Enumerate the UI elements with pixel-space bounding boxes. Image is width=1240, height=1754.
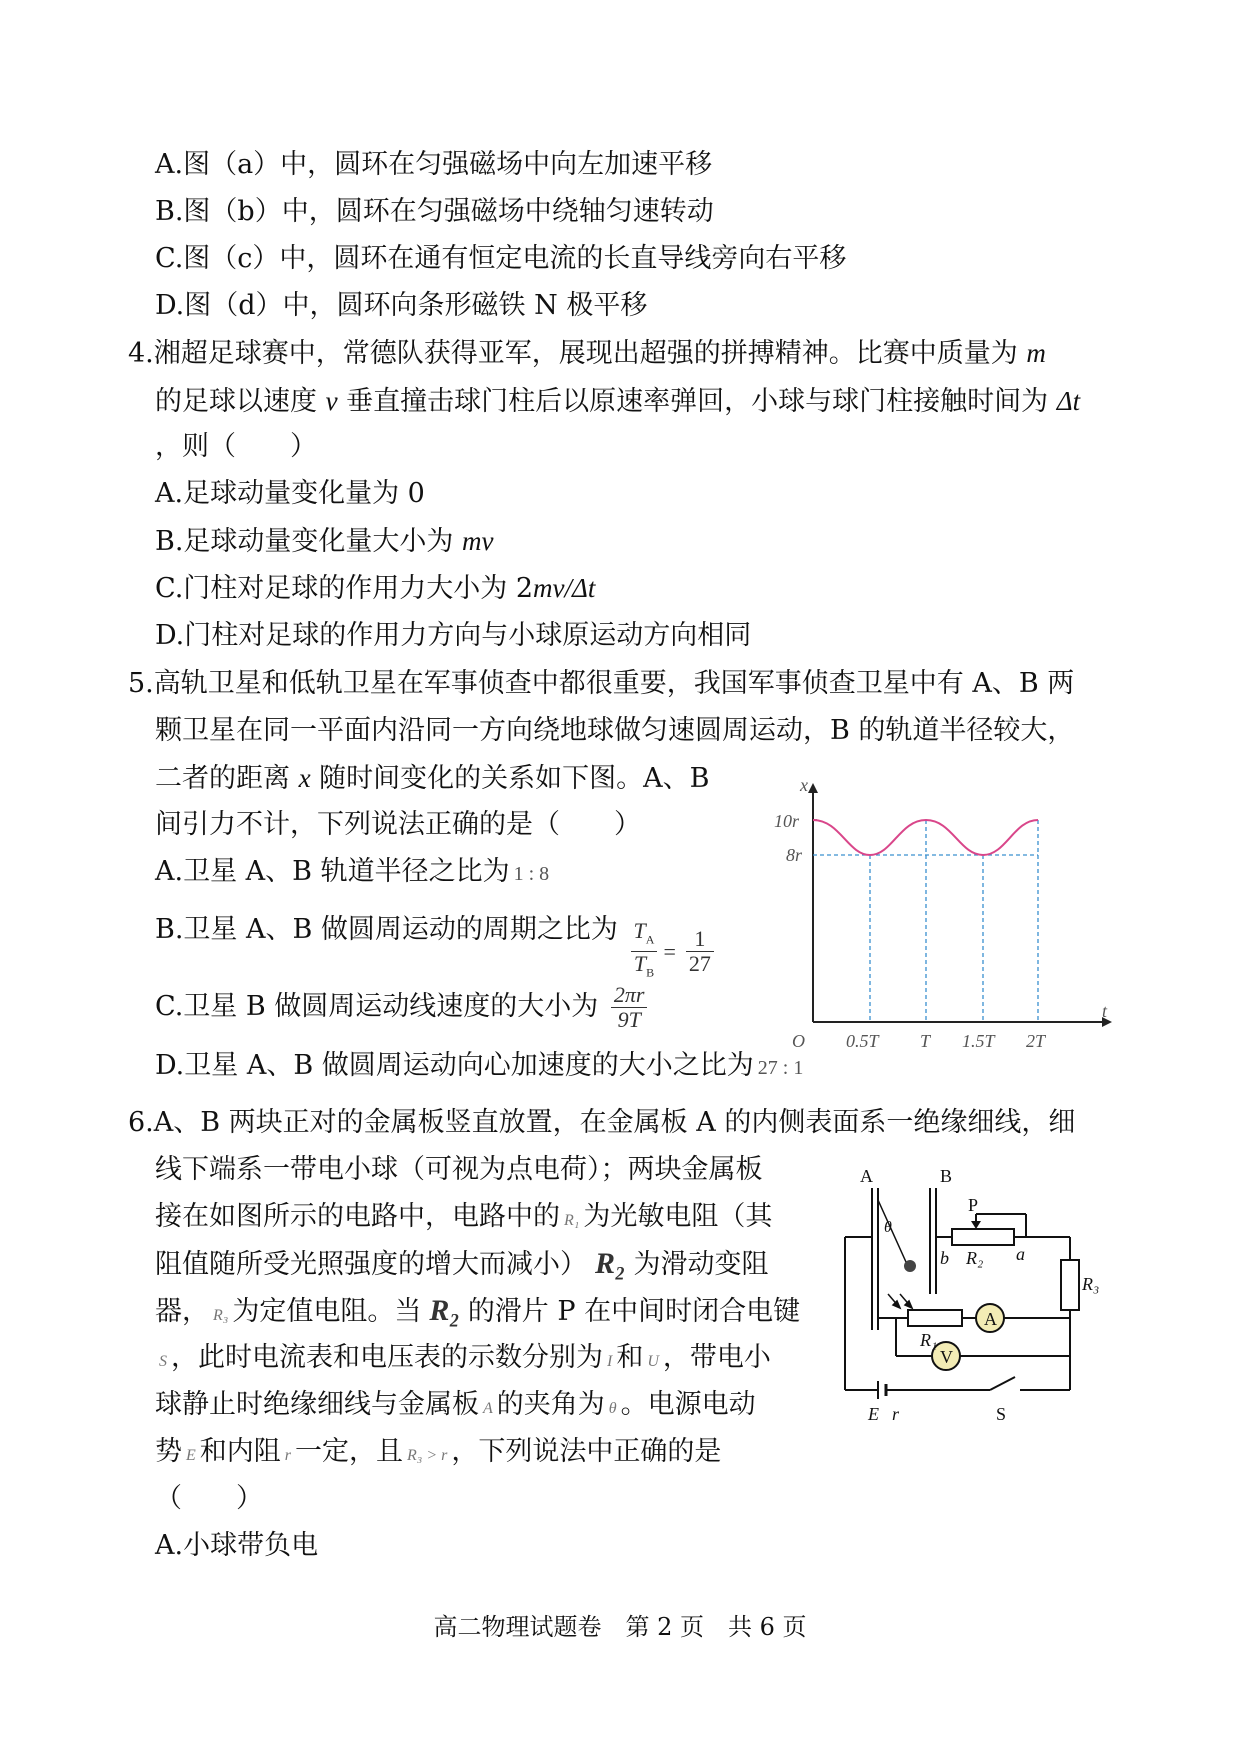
q6-option-a: A.小球带负电 <box>155 1530 319 1561</box>
label-r1: R₁ <box>920 1330 938 1350</box>
q6-stem-line5: 器， R₃ 为定值电阻。当 R₂ 的滑片 P 在中间时闭合电键 <box>155 1294 801 1327</box>
photoresistor-r1 <box>908 1310 962 1326</box>
label-switch: S <box>996 1404 1007 1424</box>
graph-tick-T: T <box>920 1031 931 1051</box>
label-theta: θ <box>884 1219 892 1236</box>
label-p: P <box>968 1195 979 1215</box>
q5-stem-line4: 间引力不计，下列说法正确的是（ ） <box>155 809 641 840</box>
graph-tick-2T: 2T <box>1026 1031 1046 1051</box>
period-ratio-equation: $\frac{T_A}{T_B}$ = $\frac{1}{27}$ <box>627 919 714 985</box>
q5-option-a: A.卫星 A、B 轨道半径之比为 1 : 8 <box>155 856 550 887</box>
q5-stem-line3: 二者的距离 x 随时间变化的关系如下图。A、B <box>155 763 710 794</box>
charged-ball <box>904 1260 916 1272</box>
q3-option-c: C.图（c）中，圆环在通有恒定电流的长直导线旁向右平移 <box>155 243 847 274</box>
slider-arrow <box>971 1221 981 1229</box>
graph-y-axis-label: x <box>800 775 808 795</box>
q5-stem-line2: 颗卫星在同一平面内沿同一方向绕地球做匀速圆周运动，B 的轨道半径较大， <box>155 715 1075 746</box>
resistor-r2 <box>952 1229 1014 1245</box>
q5-stem-line1: 5.高轨卫星和低轨卫星在军事侦查中都很重要，我国军事侦查卫星中有 A、B 两 <box>128 668 1075 699</box>
q6-stem-line1: 6.A、B 两块正对的金属板竖直放置，在金属板 A 的内侧表面系一绝缘细线，细 <box>128 1107 1076 1138</box>
q6-stem-line9: （ ） <box>155 1483 263 1514</box>
q6-stem-line6: S ，此时电流表和电压表的示数分别为 I 和 U ，带电小 <box>159 1342 771 1373</box>
q6-stem-line3: 接在如图所示的电路中，电路中的 R₁ 为光敏电阻（其 <box>155 1201 773 1232</box>
velocity-fraction: $\frac{2\pi r}{9T}$ <box>611 983 648 1032</box>
q6-stem-line2: 线下端系一带电小球（可视为点电荷）；两块金属板 <box>155 1154 763 1185</box>
label-ammeter: A <box>984 1309 997 1329</box>
label-a: a <box>1016 1244 1025 1264</box>
q3-option-b: B.图（b）中，圆环在匀强磁场中绕轴匀速转动 <box>155 196 714 227</box>
graph-x-axis-label: t <box>1102 1001 1108 1021</box>
q6-stem-line7: 球静止时绝缘细线与金属板 A 的夹角为 θ 。电源电动 <box>155 1389 756 1420</box>
circuit-diagram <box>840 1166 1120 1435</box>
q3-option-a: A.图（a）中，圆环在匀强磁场中向左加速平移 <box>155 149 713 180</box>
q5-option-c: C.卫星 B 做圆周运动线速度的大小为 $\frac{2\pi r}{9T}$ <box>155 983 647 1032</box>
graph-origin-label: O <box>792 1031 805 1051</box>
label-emf: E <box>868 1404 879 1424</box>
q4-stem-line1: 4.湘超足球赛中，常德队获得亚军，展现出超强的拼搏精神。比赛中质量为 m <box>128 338 1046 369</box>
q6-stem-line4: 阻值随所受光照强度的增大而减小） R₂ 为滑动变阻 <box>155 1247 769 1280</box>
q4-option-c: C.门柱对足球的作用力大小为 2mv/Δt <box>155 573 596 604</box>
label-r2: R₂ <box>966 1248 984 1268</box>
q3-option-d: D.图（d）中，圆环向条形磁铁 N 极平移 <box>155 290 648 321</box>
graph-tick-0.5T: 0.5T <box>846 1031 879 1051</box>
graph-tick-1.5T: 1.5T <box>962 1031 995 1051</box>
label-plate-a: A <box>860 1166 873 1186</box>
q6-stem-line8: 势 E 和内阻 r 一定，且 R₃ > r ，下列说法中正确的是 <box>155 1436 722 1467</box>
q4-option-d: D.门柱对足球的作用力方向与小球原运动方向相同 <box>155 620 752 651</box>
graph-label-10r: 10r <box>774 811 800 831</box>
q4-option-a: A.足球动量变化量为 0 <box>155 478 425 509</box>
distance-time-graph <box>774 775 1120 1051</box>
label-plate-b: B <box>940 1166 953 1186</box>
light-arrows <box>888 1294 912 1308</box>
graph-y-arrow <box>808 783 818 793</box>
label-r3: R₃ <box>1082 1274 1100 1294</box>
page-footer: 高二物理试题卷 第 2 页 共 6 页 <box>433 1613 807 1641</box>
resistor-r3 <box>1061 1260 1079 1310</box>
q5-option-d: D.卫星 A、B 做圆周运动向心加速度的大小之比为 27 : 1 <box>155 1050 804 1081</box>
insulating-thread <box>878 1200 906 1262</box>
q4-stem-line3: ，则（ ） <box>155 431 317 462</box>
label-b: b <box>940 1248 949 1268</box>
graph-label-8r: 8r <box>786 845 803 865</box>
q4-stem-line2: 的足球以速度 v 垂直撞击球门柱后以原速率弹回，小球与球门柱接触时间为 Δt <box>155 386 1081 417</box>
q5-option-b: B.卫星 A、B 做圆周运动的周期之比为 $\frac{T_A}{T_B}$ = $\frac{1}{27}$ <box>155 910 714 985</box>
q4-option-b: B.足球动量变化量大小为 mv <box>155 526 494 557</box>
label-voltmeter: V <box>940 1347 953 1367</box>
label-internal-r: r <box>892 1404 900 1424</box>
